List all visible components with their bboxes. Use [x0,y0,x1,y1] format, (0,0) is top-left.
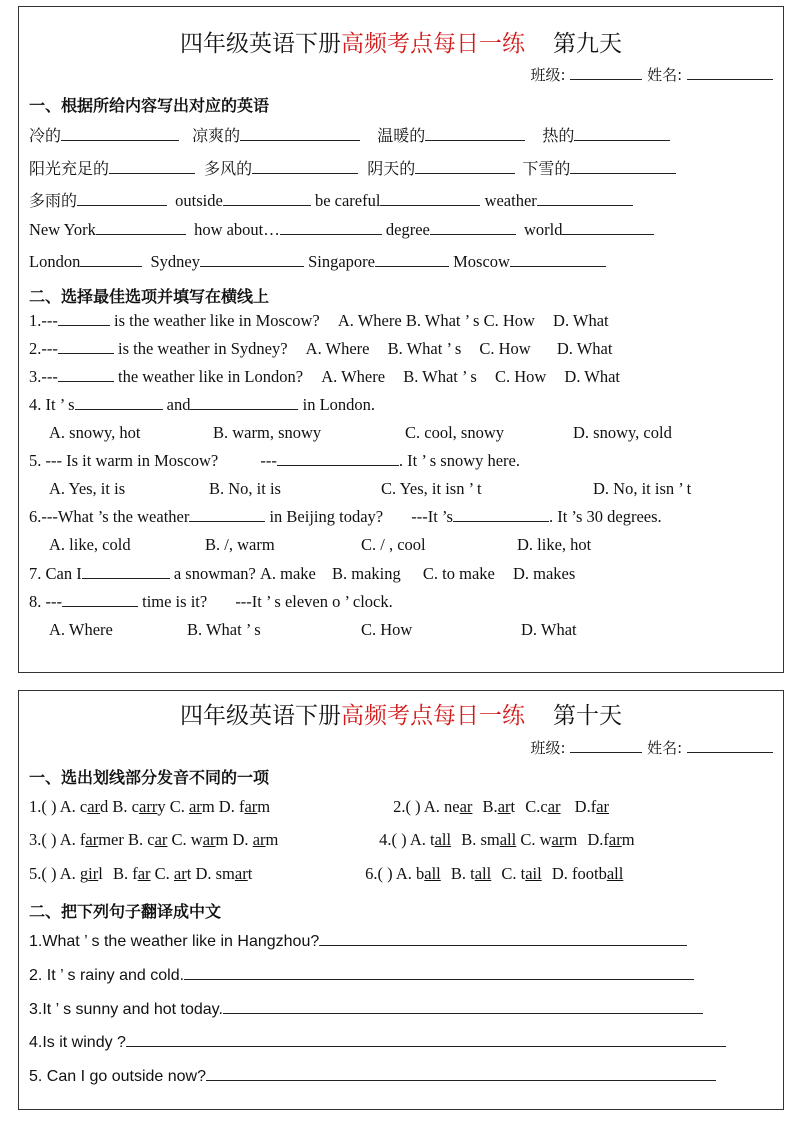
vocab-word: Singapore [308,252,375,271]
worksheet-title [19,25,783,58]
option-b: B. No, it is [209,479,281,498]
question-row [29,311,775,331]
vocab-word: world [523,220,563,239]
worksheet-day10 [18,690,784,1110]
question-text: and [166,395,191,414]
answer-blank[interactable] [58,339,114,354]
phonics-question [29,797,389,817]
option-a: A. Where [305,339,370,358]
question-row [29,564,775,584]
answer-paren[interactable]: ( ) [41,864,57,883]
translation-row [29,965,775,985]
phonics-row [29,830,775,850]
answer-blank[interactable] [537,191,633,206]
option-a: A. card [59,797,109,816]
question-number: 4. [379,830,392,849]
option-d: D. What [553,311,609,330]
option-b: B.art [482,797,516,816]
vocab-row [29,123,775,146]
option-b: B. carry [112,797,166,816]
question-number: 3. [29,830,42,849]
title-prefix: 四年级英语下册 [180,703,341,729]
answer-blank[interactable] [75,395,163,410]
worksheet-day9 [18,6,784,673]
option-a: A. near [423,797,473,816]
option-b: B. car [128,830,168,849]
worksheet-title [19,697,783,730]
answer-blank[interactable] [570,159,676,174]
vocab-row [29,156,775,179]
question-text: 5. --- Is it warm in Moscow? [29,451,219,470]
title-prefix: 四年级英语下册 [180,31,341,57]
option-c: C. warm [171,830,229,849]
reply-text: . It ’ s snowy here. [398,451,520,470]
option-d: D. farm [218,797,271,816]
title-day: 第九天 [553,31,622,57]
answer-blank[interactable] [223,191,311,206]
answer-blank[interactable] [200,252,304,267]
answer-blank[interactable] [96,220,186,235]
name-blank[interactable] [687,65,773,80]
option-a: A. make [259,564,316,583]
option-c: C. / , cool [361,535,426,554]
option-d: D. like, hot [517,535,592,554]
translation-blank[interactable] [223,999,703,1014]
answer-blank[interactable] [375,252,449,267]
translation-row [29,931,775,951]
options-row [49,479,775,499]
sentence-text: 1.What ’ s the weather like in Hangzhou? [29,933,320,950]
phonics-question [29,830,375,850]
question-text: the weather like in London? [117,367,304,386]
question-text: 6.---What ’s the weather [29,507,190,526]
question-number: 5. [29,864,42,883]
translation-blank[interactable] [126,1032,726,1047]
option-b: B. What ’ s [405,311,480,330]
question-text: a snowman? [173,564,256,583]
section-title: 二、把下列句子翻译成中文 [29,902,222,921]
options-row [49,423,775,443]
vocab-word: 下雪的 [522,159,571,178]
option-a: A. ball [395,864,441,883]
reply-text: --- [260,451,277,470]
answer-blank[interactable] [58,311,110,326]
answer-paren[interactable]: ( ) [41,830,57,849]
option-c: C. to make [422,564,495,583]
name-blank[interactable] [687,738,773,753]
answer-blank[interactable] [380,191,480,206]
answer-paren[interactable]: ( ) [405,797,421,816]
reply-text: . It ’s 30 degrees. [548,507,662,526]
option-b: B. tall [450,864,492,883]
option-d: D.farm [587,830,635,849]
vocab-word: New York [29,220,96,239]
answer-blank[interactable] [425,126,525,141]
option-c: C. warm [520,830,578,849]
vocab-word: 多雨的 [29,191,78,210]
option-d: D. football [551,864,624,883]
answer-blank[interactable] [190,395,298,410]
option-c: C. How [479,339,531,358]
question-row [29,507,775,527]
option-c: C. cool, snowy [405,423,504,442]
vocab-word: 凉爽的 [192,126,241,145]
vocab-word: weather [484,191,537,210]
question-row [29,395,775,415]
option-b: B. /, warm [205,535,275,554]
vocab-word: degree [385,220,430,239]
option-a: A. tall [409,830,452,849]
answer-blank[interactable] [252,159,358,174]
phonics-row [29,797,775,817]
class-name-line [531,64,773,85]
vocab-word: 多风的 [204,159,253,178]
question-row [29,339,775,359]
answer-blank[interactable] [80,252,142,267]
option-b: B. small [461,830,517,849]
option-c: C. How [361,620,413,639]
translation-blank[interactable] [319,931,687,946]
option-c: C. art [154,864,192,883]
vocab-word: be careful [314,191,381,210]
question-text: is the weather like in Moscow? [113,311,320,330]
vocab-word: 阳光充足的 [29,159,110,178]
answer-blank[interactable] [430,220,516,235]
option-c: C. How [494,367,547,386]
question-text: time is it? [142,592,208,611]
option-d: D. arm [232,830,279,849]
section-title: 一、根据所给内容写出对应的英语 [29,96,270,115]
name-label: 姓名: [647,66,683,84]
option-d: D. What [564,367,621,386]
options-row [49,535,775,555]
answer-blank[interactable] [280,220,382,235]
answer-blank[interactable] [415,159,515,174]
class-blank[interactable] [570,738,642,753]
section-title: 二、选择最佳选项并填写在横线上 [29,287,270,306]
answer-blank[interactable] [82,564,170,579]
title-highlight: 高频考点每日一练 [341,703,525,729]
vocab-word: 温暖的 [377,126,426,145]
answer-blank[interactable] [62,592,138,607]
option-c: C. arm [169,797,215,816]
answer-blank[interactable] [562,220,654,235]
answer-blank[interactable] [510,252,606,267]
question-number: 2.--- [29,339,58,358]
option-d: D. No, it isn ’ t [593,479,692,498]
question-number: 3.--- [29,367,58,386]
option-a: A. Where [49,620,113,639]
sentence-text: 3.It ’ s sunny and hot today. [29,1001,223,1018]
phonics-question [29,864,361,884]
class-label: 班级: [530,66,566,84]
option-d: D. smart [195,864,253,883]
question-number: 2. [393,797,406,816]
vocab-word: London [29,252,81,271]
translation-row [29,1032,775,1052]
reply-text: ---It ’ s eleven o ’ clock. [235,592,393,611]
title-highlight: 高频考点每日一练 [341,31,525,57]
translation-row [29,999,775,1019]
answer-blank[interactable] [77,191,167,206]
option-b: B. What ’ s [187,620,261,639]
class-name-line [531,737,773,758]
option-d: D. What [521,620,577,639]
sentence-text: 2. It ’ s rainy and cold. [29,967,185,984]
option-a: A. Where [337,311,402,330]
vocab-word: outside [175,191,223,210]
vocab-row [29,220,775,240]
option-a: A. farmer [59,830,124,849]
option-b: B. What ’ s [403,367,477,386]
answer-blank[interactable] [109,159,195,174]
name-label: 姓名: [647,739,683,757]
answer-blank[interactable] [61,126,179,141]
title-day: 第十天 [553,703,622,729]
option-b: B. What ’ s [387,339,462,358]
reply-text: ---It ’s [411,507,453,526]
answer-blank[interactable] [453,507,549,522]
vocab-word: how about… [194,220,280,239]
section-title: 一、选出划线部分发音不同的一项 [29,768,270,787]
phonics-row [29,864,775,884]
vocab-word: 阴天的 [367,159,416,178]
question-row [29,592,775,612]
class-blank[interactable] [570,65,642,80]
question-text: is the weather in Sydney? [117,339,288,358]
question-text: 8. --- [29,592,62,611]
phonics-question [365,864,623,884]
option-b: B. warm, snowy [213,423,322,442]
question-number: 1.--- [29,311,58,330]
option-b: B. making [332,564,401,583]
phonics-question [379,830,634,850]
option-d: D. snowy, cold [573,423,672,442]
question-text: 4. It ’ s [29,395,75,414]
answer-paren[interactable]: ( ) [41,797,57,816]
answer-blank[interactable] [240,126,360,141]
vocab-row [29,252,775,272]
question-row [29,451,775,471]
answer-blank[interactable] [277,451,399,466]
answer-blank[interactable] [574,126,670,141]
answer-blank[interactable] [58,367,114,382]
question-number: 6. [365,864,378,883]
option-d: D. What [556,339,613,358]
vocab-word: 冷的 [29,126,62,145]
option-d: D.far [574,797,610,816]
vocab-row [29,188,775,211]
option-a: A. like, cold [49,535,131,554]
answer-paren[interactable]: ( ) [377,864,393,883]
answer-blank[interactable] [189,507,265,522]
translation-blank[interactable] [206,1066,716,1081]
option-d: D. makes [512,564,576,583]
answer-paren[interactable]: ( ) [391,830,407,849]
phonics-question [393,797,609,817]
vocab-word: Sydney [150,252,200,271]
vocab-word: 热的 [542,126,575,145]
question-row [29,367,775,387]
question-text: in Beijing today? [269,507,384,526]
question-text: in London. [302,395,376,414]
question-text: 7. Can I [29,564,82,583]
translation-row [29,1066,775,1086]
option-b: B. far [112,864,151,883]
options-row [49,620,775,640]
option-a: A. girl [59,864,103,883]
option-a: A. Yes, it is [49,479,126,498]
sentence-text: 5. Can I go outside now? [29,1068,207,1085]
question-number: 1. [29,797,42,816]
option-c: C. tail [501,864,542,883]
vocab-word: Moscow [453,252,510,271]
sentence-text: 4.Is it windy ? [29,1034,126,1051]
option-a: A. Where [321,367,386,386]
option-c: C. Yes, it isn ’ t [381,479,482,498]
class-label: 班级: [530,739,566,757]
translation-blank[interactable] [184,965,694,980]
option-a: A. snowy, hot [49,423,141,442]
option-c: C.car [525,797,561,816]
option-c: C. How [483,311,535,330]
